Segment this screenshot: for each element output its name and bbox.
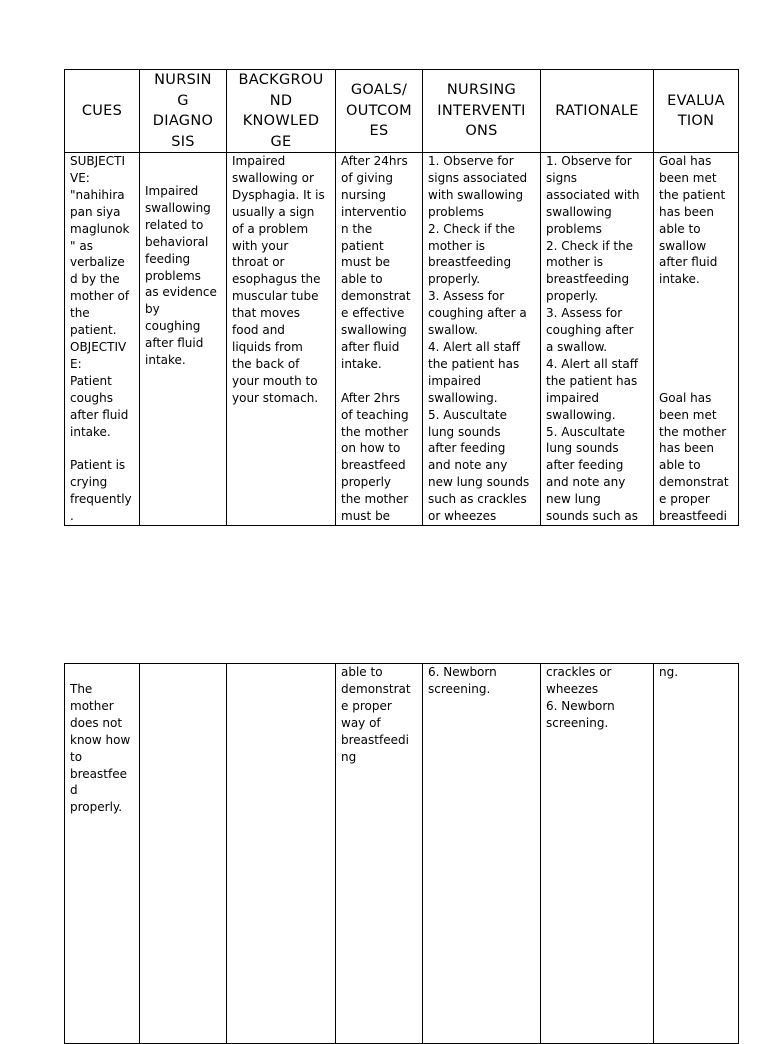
header-nursing-diagnosis: NURSIN G DIAGNO SIS: [140, 70, 227, 153]
cell-background: Impaired swallowing or Dysphagia. It is usually a sign of a problem with your throat or esophagus the muscular tube that moves food and liquids from the back of your mouth to your stomach.: [227, 153, 336, 526]
cell-interventions: 1. Observe for signs associated with swallowing problems 2. Check if the mother is breastfeeding properly. 3. Assess for coughing after a swallow. 4. Alert all staff the patient has impaired swallowing. 5. Auscultate lung sounds after feeding and note any new lung sounds such as crackles or wheezes: [423, 153, 541, 526]
header-row: [65, 70, 739, 153]
table-row: [65, 664, 739, 1044]
care-plan-table-page-2: [64, 663, 739, 1044]
header-cues: CUES: [65, 70, 140, 153]
cell-cues: The mother does not know how to breastfee d properly.: [65, 664, 140, 1044]
cell-background: [227, 664, 336, 1044]
cell-goals: able to demonstrat e proper way of breastfeedi ng: [336, 664, 423, 1044]
cell-rationale: 1. Observe for signs associated with swallowing problems 2. Check if the mother is breastfeeding properly. 3. Assess for coughing after a swallow. 4. Alert all staff the patient has impaired swallowing. 5. Auscultate lung sounds after feeding and note any new lung sounds such as: [541, 153, 654, 526]
cell-rationale: crackles or wheezes 6. Newborn screening.: [541, 664, 654, 1044]
header-background-knowledge: BACKGROU ND KNOWLED GE: [227, 70, 336, 153]
cell-evaluation: Goal has been met the patient has been able to swallow after fluid intake. Goal has been met the mother has been able to demonstrat e proper breastfeedi: [654, 153, 739, 526]
header-nursing-interventions: NURSING INTERVENTI ONS: [423, 70, 541, 153]
cell-evaluation: ng.: [654, 664, 739, 1044]
header-rationale: RATIONALE: [541, 70, 654, 153]
header-evaluation: EVALUA TION: [654, 70, 739, 153]
cell-interventions: 6. Newborn screening.: [423, 664, 541, 1044]
header-goals-outcomes: GOALS/ OUTCOM ES: [336, 70, 423, 153]
cell-goals: After 24hrs of giving nursing interventio n the patient must be able to demonstrat e effective swallowing after fluid intake. After 2hrs of teaching the mother on how to breastfeed properly the mother must be: [336, 153, 423, 526]
cell-diagnosis: [140, 664, 227, 1044]
cell-cues: SUBJECTI VE: "nahihira pan siya maglunok " as verbalize d by the mother of the patient. OBJECTIV E: Patient coughs after fluid intake. Patient is crying frequently .: [65, 153, 140, 526]
care-plan-table-page-1: [64, 69, 739, 526]
cell-diagnosis: Impaired swallowing related to behavioral feeding problems as evidence by coughing after fluid intake.: [140, 153, 227, 526]
table-row: [65, 153, 739, 526]
